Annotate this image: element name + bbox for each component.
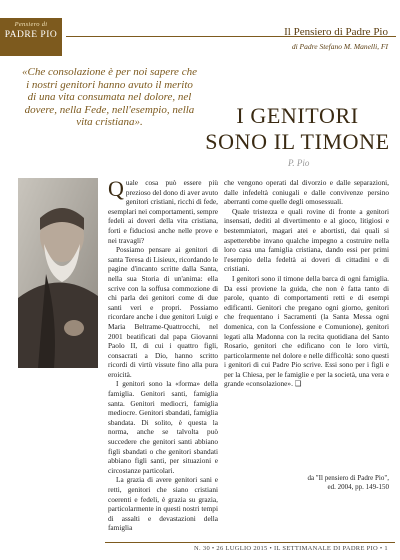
article-column-left (108, 178, 218, 538)
signature: P. Pio (288, 158, 310, 168)
drop-cap: Q (108, 178, 124, 201)
paragraph-1: Quale cosa può essere più prezioso del dono di aver avuto genitori cristiani, ricchi di fede, esemplari nei comportamenti, sempre fedeli ai doveri della vita cristiana, forti e fiduciosi anche nelle prove e nei travagli? (108, 178, 218, 245)
pull-quote: «Che consolazione è per noi sapere che i nostri genitori hanno avuto il merito di una vita consumata nel dolore, nel dovere, nella Fede, nell'esempio, nella vita cristiana». (22, 66, 197, 128)
badge-name: PADRE PIO (4, 30, 58, 40)
paragraph-4: La grazia di avere genitori sani e retti, genitori che siano cristiani coerenti e fedeli, è grazia su grazia, particolarmente in questi nostri tempi di assalti e devastazioni della famiglia (108, 475, 218, 533)
paragraph-5: che vengono operati dal divorzio e dalle separazioni, dalle infedeltà coniugali e dalle convivenze persino aberranti come quelle degli omosessuali. (224, 178, 389, 207)
padre-pio-photo (18, 178, 98, 368)
page-footer: N. 30 • 26 LUGLIO 2015 • IL SETTIMANALE DI PADRE PIO • 1 (194, 545, 388, 552)
column-title: Il Pensiero di Padre Pio (284, 26, 388, 38)
paragraph-7: I genitori sono il timone della barca di ogni famiglia. Da essi proviene la guida, che non è fatta tanto di parole, quanto di comportamenti retti e di esempi edificanti. Genitori che pregano ogni giorno, genitori che frequentano i Sacramenti (la Santa Messa ogni domenica, con la Confessione e Comunione), genitori legati alla Madonna con la recita quotidiana del Santo Rosario, genitori che edificano con le loro virtù, particolarmente nel dolore e nelle difficoltà: sono questi i genitori di cui Padre Pio scrive. Essi sono per i figli e per la Chiesa, per le famiglie e per la società, una vera e grande «consolazione». ❑ (224, 273, 389, 389)
article-column-right (224, 178, 389, 468)
column-author: di Padre Stefano M. Manelli, FI (291, 42, 388, 51)
column-badge (0, 18, 62, 56)
source-citation: da "Il pensiero di Padre Pio", ed. 2004, pp. 149-150 (307, 474, 389, 491)
article-title: I GENITORI SONO IL TIMONE (205, 103, 390, 154)
footer-rule (105, 542, 395, 543)
badge-subtitle: Pensiero di (14, 21, 48, 28)
paragraph-3: I genitori sono la «forma» della famiglia. Genitori santi, famiglia santa. Genitori mediocri, famiglia mediocre. Genitori sbandati, famiglia sbandata. Di solito, è questa la norma, anche se talvolta può succedere che genitori santi abbiano figli sbandati o che genitori sbandati abbiano figli santi, per situazioni e circostanze particolari. (108, 379, 218, 475)
paragraph-6: Quale tristezza e quali rovine di fronte a genitori insensati, dediti al divertimento e al gioco, litigiosi e bestemmiatori, magari atei e abortisti, dai quali si aspetterebbe invano qualche impegno a costruire nella loro casa una famiglia cristiana, dando essi per primi l'esempio della fedeltà ai doveri di cittadini e di cristiani. (224, 206, 389, 274)
paragraph-2: Possiamo pensare ai genitori di santa Teresa di Lisieux, ricordando le pagine d'incanto scritte dalla Santa, nella sua Storia di un'anima: ella scrive con la soffusa commozione di chi parla dei genitori come di due santi veri e propri. Possiamo ricordare anche i due genitori Luigi e Maria Beltrame-Quattrocchi, nel 2001 beatificati dal papa Giovanni Paolo II, di cui i quattro figli, consacrati a Dio, hanno scritto ricordi di virtù vissute fino alla pura eroicità. (108, 245, 218, 379)
